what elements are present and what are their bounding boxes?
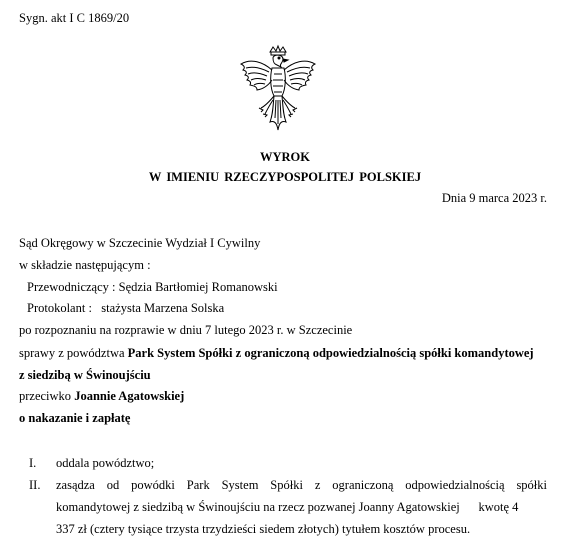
document-title: WYROK (260, 150, 310, 164)
case-plaintiff-line (19, 346, 534, 361)
polish-eagle-emblem-icon (237, 44, 319, 134)
case-defendant-line (19, 389, 184, 404)
presiding-judge: Przewodniczący : Sędzia Bartłomiej Romanowski (27, 280, 278, 294)
ruling-number: II. (29, 478, 41, 492)
hearing-info: po rozpoznaniu na rozprawie w dniu 7 lutego 2023 r. w Szczecinie (19, 323, 353, 337)
case-prefix: sprawy z powództwa (19, 346, 128, 360)
court-name: Sąd Okręgowy w Szczecinie Wydział I Cywilny (19, 236, 261, 250)
defendant-name: Joannie Agatowskiej (74, 389, 185, 403)
ruling-text: 337 zł (cztery tysiące trzysta trzydzieści siedem złotych) tytułem kosztów procesu. (56, 522, 471, 536)
ruling-number: I. (29, 456, 37, 470)
ruling-text: zasądza od powódki Park System Spółki z ograniczoną odpowiedzialnością spółki (56, 478, 547, 492)
plaintiff-seat: z siedzibą w Świnoujściu (19, 368, 151, 382)
against-prefix: przeciwko (19, 389, 75, 403)
judgment-date: Dnia 9 marca 2023 r. (441, 191, 547, 205)
ruling-text: komandytowej z siedzibą w Świnoujściu na rzecz pozwanej Joanny Agatowskiej kwotę 4 (56, 500, 519, 514)
document-subtitle: W IMIENIU RZECZYPOSPOLITEJ POLSKIEJ (148, 170, 422, 184)
plaintiff-name: Park System Spółki z ograniczoną odpowiedzialnością spółki komandytowej (127, 346, 534, 360)
ruling-text: oddala powództwo; (56, 456, 155, 470)
court-recorder: Protokolant : stażysta Marzena Solska (27, 301, 225, 315)
case-signature: Sygn. akt I C 1869/20 (19, 11, 130, 25)
case-subject: o nakazanie i zapłatę (19, 411, 131, 425)
court-composition: w składzie następującym : (19, 258, 151, 272)
